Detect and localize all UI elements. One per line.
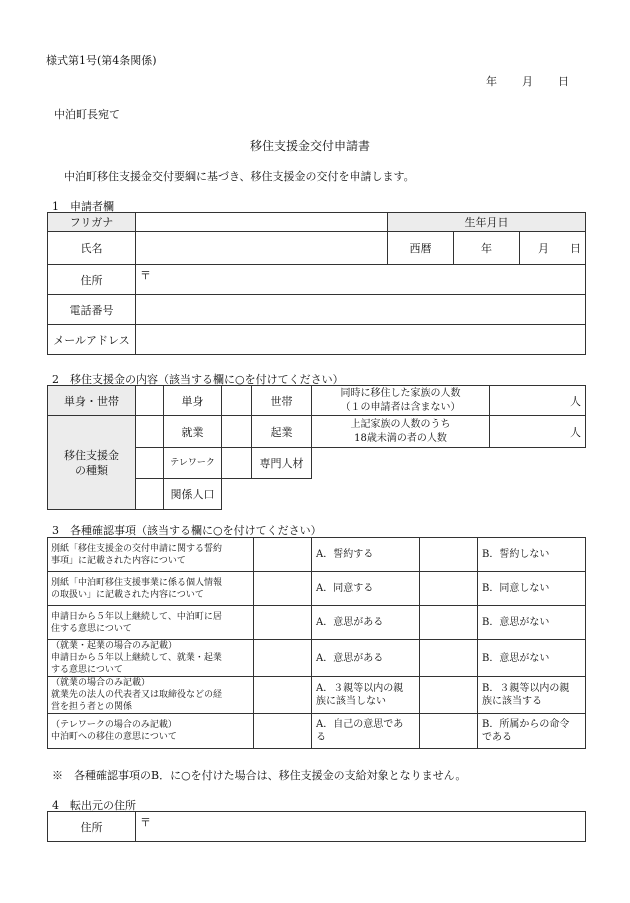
family-count-line1: 同時に移住した家族の人数 [340, 387, 461, 399]
family-count-label [312, 386, 490, 416]
confirmation-text-line: 申請日から５年以上継続して、就業・起業 [51, 653, 222, 663]
related-label: 関係人口 [164, 479, 222, 510]
applicant-table [47, 212, 586, 355]
telework-label: テレワーク [164, 448, 222, 479]
option-b-check[interactable] [420, 572, 478, 606]
option-b-label [478, 572, 586, 606]
confirmation-row [48, 640, 586, 677]
addressee: 中泊町長宛て [54, 108, 120, 121]
birth-month-label: 月 [538, 242, 549, 255]
option-b-label [478, 538, 586, 572]
confirmation-item-text [48, 640, 254, 677]
intro-text: 中泊町移住支援金交付要綱に基づき、移住支援金の交付を申請します。 [64, 170, 415, 183]
confirmation-text-line: （就業の場合のみ記載） [51, 678, 151, 688]
confirmation-text-line: 就業先の法人の代表者又は取締役などの経 [51, 690, 223, 700]
confirmation-text-line: 別紙「中泊町移住支援事業に係る個人情報 [51, 577, 223, 588]
option-b-text: B．同意しない [482, 583, 550, 594]
confirmation-row [48, 538, 586, 572]
family-count-line2: （１の申請者は含まない） [340, 401, 461, 413]
option-b-text: 族に該当する [482, 696, 542, 707]
confirmation-item-text [48, 538, 254, 572]
confirmation-text-line: （テレワークの場合のみ記載） [51, 720, 177, 730]
previous-address-label: 住所 [48, 812, 136, 842]
section1-heading: 1 申請者欄 [52, 200, 114, 213]
option-b-label [478, 714, 586, 749]
household-label: 世帯 [252, 386, 312, 416]
single-check[interactable] [136, 386, 164, 416]
option-b-text: B．意思がない [482, 617, 550, 628]
option-b-check[interactable] [420, 538, 478, 572]
phone-label: 電話番号 [48, 295, 136, 325]
related-check[interactable] [136, 479, 164, 510]
option-a-check[interactable] [254, 714, 312, 749]
employment-label: 就業 [164, 416, 222, 448]
email-label: メールアドレス [48, 325, 136, 355]
person-unit-2: 人 [570, 425, 581, 439]
confirmation-item-text [48, 606, 254, 640]
option-b-text: B．意思がない [482, 652, 550, 664]
confirmation-text-line: （就業・起業の場合のみ記載） [51, 641, 178, 651]
option-a-text: A．意思がある [316, 652, 384, 664]
option-a-label [312, 606, 420, 640]
support-type-label [48, 416, 136, 510]
option-b-check[interactable] [420, 606, 478, 640]
option-b-text: B．３親等以内の親 [482, 683, 570, 694]
confirmation-row [48, 677, 586, 714]
startup-label: 起業 [252, 416, 312, 448]
confirmation-text-line: する意思について [51, 665, 123, 675]
option-a-check[interactable] [254, 640, 312, 677]
confirmation-text-line: の取扱い」に記載された内容について [51, 589, 204, 600]
confirmation-text-line: 申請日から５年以上継続して、中泊町に居 [51, 611, 222, 622]
startup-check[interactable] [222, 416, 252, 448]
postal-mark-2: 〒 [140, 816, 151, 829]
option-a-text: 族に該当しない [316, 696, 386, 707]
page-title: 移住支援金交付申請書 [250, 139, 371, 153]
support-type-line2: の種類 [75, 463, 108, 477]
support-type-line1: 移住支援金 [64, 448, 119, 462]
under18-line1: 上記家族の人数のうち [350, 418, 451, 430]
option-b-text: B．誓約しない [482, 549, 550, 560]
specialist-label: 専門人材 [252, 448, 312, 479]
option-a-check[interactable] [254, 538, 312, 572]
option-b-label [478, 606, 586, 640]
confirmation-row [48, 714, 586, 749]
birth-year-label: 年 [454, 232, 520, 265]
option-a-label [312, 714, 420, 749]
option-b-check[interactable] [420, 677, 478, 714]
under18-label [312, 416, 490, 448]
confirmation-item-text [48, 677, 254, 714]
section3-heading: 3 各種確認事項（該当する欄に○を付けてください） [52, 524, 322, 537]
confirmation-text-line: 事項」に記載された内容について [51, 555, 186, 566]
furigana-field[interactable] [136, 213, 388, 232]
date-month-label: 月 [522, 75, 533, 88]
option-a-check[interactable] [254, 572, 312, 606]
household-check[interactable] [222, 386, 252, 416]
confirmation-table [47, 537, 586, 749]
era-label: 西暦 [388, 232, 454, 265]
option-a-label [312, 640, 420, 677]
option-b-text: である [482, 732, 512, 743]
option-b-check[interactable] [420, 640, 478, 677]
previous-address-table [47, 811, 586, 842]
single-household-label: 単身・世帯 [48, 386, 136, 416]
option-a-label [312, 538, 420, 572]
section4-heading: 4 転出元の住所 [52, 799, 136, 812]
confirmation-text-line: 住する意思について [51, 623, 132, 634]
single-label: 単身 [164, 386, 222, 416]
name-label: 氏名 [48, 232, 136, 265]
section3-note: ※ 各種確認事項のB．に○を付けた場合は、移住支援金の支給対象となりません。 [52, 769, 467, 782]
option-b-text: B．所属からの命令 [482, 719, 570, 730]
address-label: 住所 [48, 265, 136, 295]
family-count-field[interactable] [490, 386, 586, 416]
employment-check[interactable] [136, 416, 164, 448]
confirmation-text-line: 中泊町への移住の意思について [51, 732, 177, 742]
option-a-check[interactable] [254, 677, 312, 714]
address-field[interactable] [136, 265, 586, 295]
option-a-text: A．誓約する [316, 549, 374, 560]
phone-field[interactable] [136, 295, 586, 325]
confirmation-text-line: 別紙「移住支援金の交付申請に関する誓約 [51, 543, 223, 554]
option-a-text: A．３親等以内の親 [316, 683, 404, 694]
under18-line2: 18歳未満の者の人数 [354, 432, 447, 444]
option-b-label [478, 640, 586, 677]
birth-day-label: 日 [570, 242, 582, 255]
birth-month-day[interactable] [520, 232, 586, 265]
confirmation-item-text [48, 572, 254, 606]
option-a-text: る [316, 732, 326, 743]
section2-heading: 2 移住支援金の内容（該当する欄に○を付けてください） [52, 373, 344, 386]
name-field[interactable] [136, 232, 388, 265]
option-a-label [312, 572, 420, 606]
option-a-check[interactable] [254, 606, 312, 640]
option-b-check[interactable] [420, 714, 478, 749]
option-a-label [312, 677, 420, 714]
option-a-text: A．意思がある [316, 617, 384, 628]
under18-field[interactable] [490, 416, 586, 448]
email-field[interactable] [136, 325, 586, 355]
person-unit: 人 [570, 394, 581, 408]
option-a-text: A．自己の意思であ [316, 719, 404, 730]
form-number: 様式第1号(第4条関係) [46, 54, 157, 67]
specialist-check[interactable] [222, 448, 252, 479]
confirmation-row [48, 606, 586, 640]
confirmation-text-line: 営を担う者との関係 [51, 702, 133, 712]
option-a-text: A．同意する [316, 583, 374, 594]
postal-mark: 〒 [140, 269, 151, 282]
confirmation-item-text [48, 714, 254, 749]
birthdate-label: 生年月日 [388, 213, 586, 232]
support-content-table [47, 385, 586, 510]
option-b-label [478, 677, 586, 714]
furigana-label: フリガナ [48, 213, 136, 232]
previous-address-field[interactable] [136, 812, 586, 842]
telework-check[interactable] [136, 448, 164, 479]
confirmation-row [48, 572, 586, 606]
date-day-label: 日 [558, 75, 569, 88]
date-year-label: 年 [486, 75, 497, 88]
